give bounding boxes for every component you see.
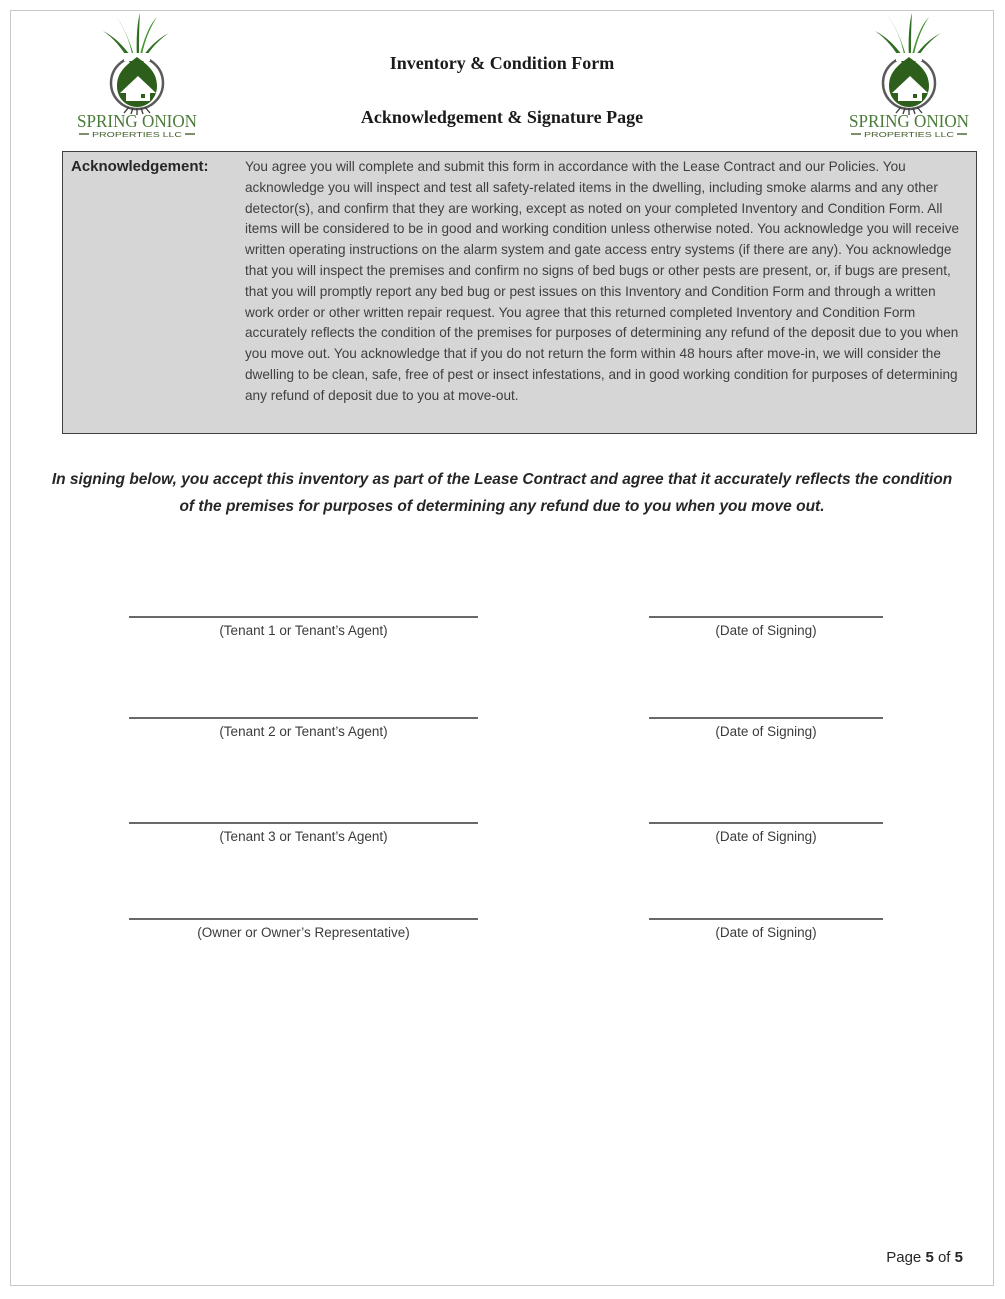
logo-name-text: SPRING ONION	[77, 111, 197, 131]
tenant2-signature-field[interactable]	[129, 717, 478, 719]
tenant1-date-field[interactable]	[649, 616, 883, 618]
tenant2-date-field[interactable]	[649, 717, 883, 719]
logo-tagline-text: PROPERTIES LLC	[92, 130, 183, 139]
page-subtitle: Acknowledgement & Signature Page	[360, 107, 644, 127]
signature-row-tenant1	[11, 616, 993, 658]
date-caption: (Date of Signing)	[715, 724, 817, 739]
document-page	[10, 10, 994, 1286]
date-caption: (Date of Signing)	[715, 829, 817, 844]
page-label: Page	[886, 1249, 922, 1266]
logo-name-text: SPRING ONION	[849, 111, 969, 131]
signature-row-tenant2	[11, 717, 993, 759]
signature-caption: (Tenant 2 or Tenant’s Agent)	[219, 724, 388, 739]
page-of-label: of	[937, 1249, 951, 1266]
signature-row-owner	[11, 918, 993, 960]
header-titles	[11, 53, 993, 128]
acknowledgement-box	[62, 151, 977, 434]
owner-date-field[interactable]	[649, 918, 883, 920]
page-total: 5	[954, 1249, 963, 1266]
signature-caption: (Owner or Owner’s Representative)	[197, 925, 410, 940]
logo-tagline-text: PROPERTIES LLC	[864, 130, 955, 139]
form-title: Inventory & Condition Form	[389, 53, 615, 73]
date-caption: (Date of Signing)	[715, 623, 817, 638]
signature-row-tenant3	[11, 822, 993, 864]
page-current: 5	[925, 1249, 934, 1266]
acknowledgement-label: Acknowledgement:	[71, 158, 209, 175]
page-number	[886, 1249, 963, 1266]
signature-caption: (Tenant 3 or Tenant’s Agent)	[219, 829, 388, 844]
signing-statement: In signing below, you accept this inventory as part of the Lease Contract and agree that it accurately reflects the condition of the premises for purposes of determining any refund due to you when you move out.	[51, 471, 953, 515]
owner-signature-field[interactable]	[129, 918, 478, 920]
acknowledgement-text: You agree you will complete and submit this form in accordance with the Lease Contract and our Policies. You acknowledge you will inspect and test all safety-related items in the dwelling, including smoke alarms and any other detector(s), and confirm that they are working, except as noted on your completed Inventory and Condition Form. All items will be considered to be in good and working condition unless otherwise noted. You acknowledge you will receive written operating instructions on the alarm system and gate access entry systems (if there are any). You acknowledge that you will inspect the premises and confirm no signs of bed bugs or other pests are present, or, if bugs are present, that you will promptly report any bed bug or pest issues on this Inventory and Condition Form and through a written work order or other written repair request. You agree that this returned completed Inventory and Condition Form accurately reflects the condition of the premises for purposes of determining any refund of the deposit due to you when you move out. You acknowledge that if you do not return the form within 48 hours after move-in, we will consider the dwelling to be clean, safe, free of pest or insect infestations, and in good working condition for purposes of determining any refund of deposit due to you at move-out.	[245, 159, 960, 403]
signature-caption: (Tenant 1 or Tenant’s Agent)	[219, 623, 388, 638]
date-caption: (Date of Signing)	[715, 925, 817, 940]
tenant3-signature-field[interactable]	[129, 822, 478, 824]
tenant3-date-field[interactable]	[649, 822, 883, 824]
tenant1-signature-field[interactable]	[129, 616, 478, 618]
